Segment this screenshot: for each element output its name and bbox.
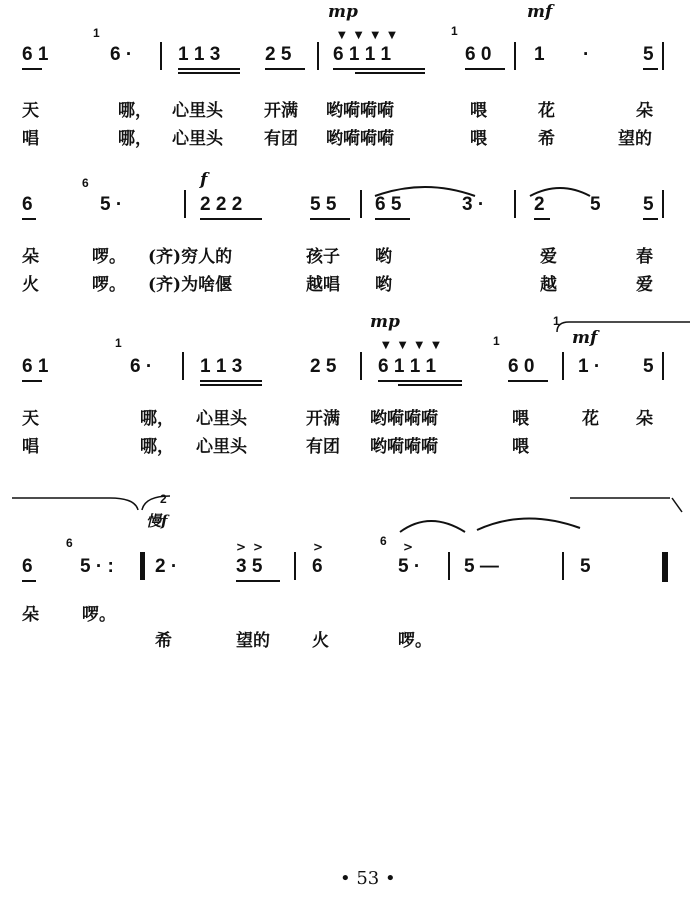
grace-note: 6	[82, 176, 89, 190]
note: 6 1	[22, 356, 49, 377]
barline	[360, 190, 362, 218]
lyric: (齐)穷人的	[148, 247, 233, 267]
note: ·	[583, 44, 590, 65]
lyric: 哪，	[118, 101, 152, 121]
lyric: 爱	[636, 275, 653, 295]
lyric: 哟嗬嗬嗬	[370, 409, 438, 429]
note: 6 ·	[130, 356, 153, 377]
barline	[360, 352, 362, 380]
lyric: 望的	[236, 631, 270, 651]
beam-lines	[0, 66, 700, 84]
note: 5	[643, 44, 654, 65]
dynamic-mark: mf	[572, 328, 598, 348]
note: 3 ·	[462, 194, 485, 215]
lyric: 花	[538, 101, 555, 121]
note: 6 1	[22, 44, 49, 65]
lyric: 啰。	[92, 275, 126, 295]
lyric: 唱	[22, 129, 39, 149]
note: 6 1 1 1	[378, 356, 437, 377]
grace-note: 1	[451, 24, 458, 38]
lyric: 哟嗬嗬嗬	[370, 437, 438, 457]
barline	[662, 190, 664, 218]
lyric: 哟	[375, 275, 392, 295]
note: 6	[312, 556, 323, 577]
lyric: 越唱	[306, 275, 340, 295]
slur-marks	[370, 180, 670, 200]
lyric: 哟嗬嗬嗬	[326, 101, 394, 121]
accent-marks: ▼▼▼▼	[338, 30, 405, 41]
barline	[662, 352, 664, 380]
dynamic-mark: mp	[370, 312, 400, 332]
lyric: 开满	[306, 409, 340, 429]
lyric: 哪，	[140, 409, 174, 429]
lyric: 喂	[512, 409, 529, 429]
lyric: 天	[22, 101, 39, 121]
note: 1 ·	[578, 356, 601, 377]
lyric: 喂	[470, 101, 487, 121]
lyric: 希	[538, 129, 555, 149]
volta-bracket	[555, 318, 695, 336]
note: 5 ·	[398, 556, 421, 577]
grace-note: 1	[93, 26, 100, 40]
barline	[562, 552, 564, 580]
lyric: 孩子	[306, 247, 340, 267]
lyric: 有团	[264, 129, 298, 149]
grace-note: 6	[66, 536, 73, 550]
beam-lines	[0, 578, 700, 588]
grace-note: 6	[380, 534, 387, 548]
lyric: 希	[155, 631, 172, 651]
lyric: 啰。	[398, 631, 432, 651]
lyric: 哪，	[118, 129, 152, 149]
lyric: 哟	[375, 247, 392, 267]
barline	[182, 352, 184, 380]
note: 5	[643, 356, 654, 377]
note: 5 5	[310, 194, 337, 215]
beam-lines	[0, 378, 700, 390]
repeat-barline	[140, 552, 145, 580]
lyric: 天	[22, 409, 39, 429]
barline	[514, 190, 516, 218]
lyric: 望的	[618, 129, 652, 149]
lyric: (齐)为啥偃	[148, 275, 233, 295]
accent-marks: >	[403, 540, 414, 554]
slur-marks	[395, 512, 595, 538]
lyric: 心里头	[196, 409, 247, 429]
lyric: 朵	[22, 605, 39, 625]
note: 1 1 3	[200, 356, 243, 377]
barline	[448, 552, 450, 580]
volta-number: 1	[553, 314, 560, 328]
lyric: 朵	[636, 101, 653, 121]
note: 2 ·	[155, 556, 178, 577]
barline	[184, 190, 186, 218]
lyric: 开满	[264, 101, 298, 121]
note: 6 0	[465, 44, 492, 65]
lyric: 心里头	[196, 437, 247, 457]
lyric: 火	[22, 275, 39, 295]
lyric: 哪，	[140, 437, 174, 457]
barline	[562, 352, 564, 380]
lyric: 心里头	[172, 129, 223, 149]
barline	[294, 552, 296, 580]
note: 6	[22, 194, 33, 215]
page-number: • 53 •	[340, 868, 396, 889]
beam-lines	[0, 216, 700, 226]
dynamic-mark: mf	[527, 2, 553, 22]
note: 2 5	[310, 356, 337, 377]
grace-note: 1	[493, 334, 500, 348]
lyric: 越	[540, 275, 557, 295]
note: 2	[534, 194, 545, 215]
dynamic-mark: f	[200, 170, 208, 190]
lyric: 啰。	[82, 605, 116, 625]
lyric: 朵	[636, 409, 653, 429]
lyric: 爱	[540, 247, 557, 267]
note: 6 ·	[110, 44, 133, 65]
accent-marks: >	[313, 540, 324, 554]
lyric: 火	[312, 631, 329, 651]
note: 2 5	[265, 44, 292, 65]
note: 3 5	[236, 556, 263, 577]
dynamic-mark: 慢f	[146, 512, 168, 530]
note: 2 2 2	[200, 194, 243, 215]
lyric: 春	[636, 247, 653, 267]
note: 6 5	[375, 194, 402, 215]
note: 6 1 1 1	[333, 44, 392, 65]
lyric: 喂	[512, 437, 529, 457]
dynamic-mark: mp	[328, 2, 358, 22]
lyric: 喂	[470, 129, 487, 149]
lyric: 啰。	[92, 247, 126, 267]
lyric: 唱	[22, 437, 39, 457]
note: 6 0	[508, 356, 535, 377]
volta-number: 2	[160, 492, 167, 506]
note: 5	[590, 194, 601, 215]
lyric: 花	[582, 409, 599, 429]
note: 5	[643, 194, 654, 215]
note: 5 ·	[100, 194, 123, 215]
note: 6	[22, 556, 33, 577]
note: 5	[580, 556, 591, 577]
lyric: 哟嗬嗬嗬	[326, 129, 394, 149]
lyric: 朵	[22, 247, 39, 267]
accent-marks: ▼▼▼▼	[382, 340, 449, 351]
note: 1 1 3	[178, 44, 221, 65]
grace-note: 1	[115, 336, 122, 350]
note: 1	[534, 44, 545, 65]
note: 5 · :	[80, 556, 114, 577]
lyric: 有团	[306, 437, 340, 457]
note: 5 —	[464, 556, 499, 577]
accent-marks: >>	[236, 540, 271, 554]
lyric: 心里头	[172, 101, 223, 121]
